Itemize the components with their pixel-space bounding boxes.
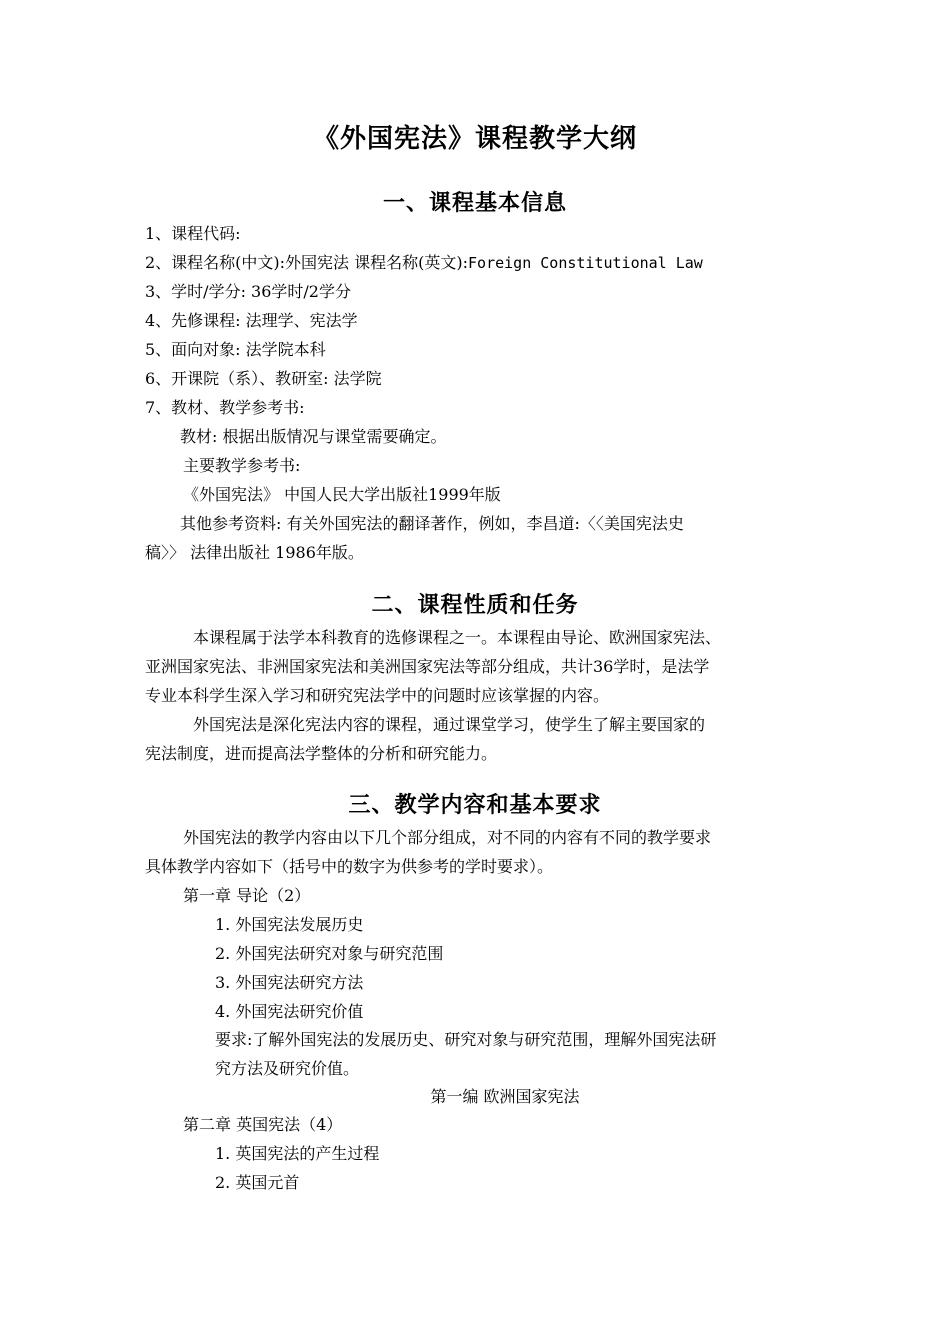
course-name-cn: 2、课程名称(中文):外国宪法 课程名称(英文): [145, 253, 469, 272]
document-title: 《外国宪法》课程教学大纲 [312, 124, 637, 154]
section-heading-1: 一、课程基本信息 [382, 190, 567, 216]
chapter-2-item: 2. 英国元首 [215, 1173, 300, 1192]
textbook: 教材: 根据出版情况与课堂需要确定。 [180, 427, 447, 446]
chapter-1-item: 3. 外国宪法研究方法 [215, 973, 364, 992]
chapter-1-title: 第一章 导论（2） [183, 886, 311, 905]
chapter-2-item: 1. 英国宪法的产生过程 [215, 1144, 380, 1163]
content-intro-line-2: 具体教学内容如下（括号中的数字为供参考的学时要求）。 [145, 857, 554, 876]
course-name [145, 253, 703, 273]
nature-p2-line-2: 宪法制度，进而提高法学整体的分析和研究能力。 [145, 744, 498, 763]
course-code: 1、课程代码: [145, 224, 241, 243]
credit-hours: 3、学时/学分: 36学时/2学分 [145, 282, 351, 301]
target-audience: 5、面向对象: 法学院本科 [145, 340, 326, 359]
nature-p2-line-1: 外国宪法是深化宪法内容的课程，通过课堂学习，使学生了解主要国家的 [193, 715, 706, 734]
chapter-1-item: 1. 外国宪法发展历史 [215, 915, 364, 934]
content-intro-line-1: 外国宪法的教学内容由以下几个部分组成，对不同的内容有不同的教学要求 [183, 828, 712, 847]
department: 6、开课院（系）、教研室: 法学院 [145, 369, 382, 388]
nature-p1-line-1: 本课程属于法学本科教育的选修课程之一。本课程由导论、欧洲国家宪法、 [193, 628, 722, 647]
chapter-1-requirement-line-1: 要求:了解外国宪法的发展历史、研究对象与研究范围，理解外国宪法研 [215, 1030, 717, 1049]
course-name-en: Foreign Constitutional Law [468, 254, 703, 272]
main-refs-label: 主要教学参考书: [183, 456, 301, 475]
main-ref-1: 《外国宪法》 中国人民大学出版社1999年版 [183, 485, 501, 504]
nature-p1-line-3: 专业本科学生深入学习和研究宪法学中的问题时应该掌握的内容。 [145, 686, 610, 705]
chapter-1-requirement-line-2: 究方法及研究价值。 [215, 1059, 360, 1078]
other-refs-line-1: 其他参考资料: 有关外国宪法的翻译著作，例如，李昌道:〈〈美国宪法史 [180, 514, 684, 533]
part-1-title: 第一编 欧洲国家宪法 [430, 1087, 580, 1106]
section-heading-3: 三、教学内容和基本要求 [348, 792, 602, 818]
other-refs-line-2: 稿〉〉 法律出版社 1986年版。 [145, 543, 364, 562]
prerequisites: 4、先修课程: 法理学、宪法学 [145, 311, 358, 330]
section-heading-2: 二、课程性质和任务 [371, 592, 579, 618]
textbooks-label: 7、教材、教学参考书: [145, 398, 305, 417]
nature-p1-line-2: 亚洲国家宪法、非洲国家宪法和美洲国家宪法等部分组成，共计36学时，是法学 [145, 657, 710, 676]
chapter-1-item: 4. 外国宪法研究价值 [215, 1002, 364, 1021]
chapter-2-title: 第二章 英国宪法（4） [183, 1115, 343, 1134]
chapter-1-item: 2. 外国宪法研究对象与研究范围 [215, 944, 444, 963]
